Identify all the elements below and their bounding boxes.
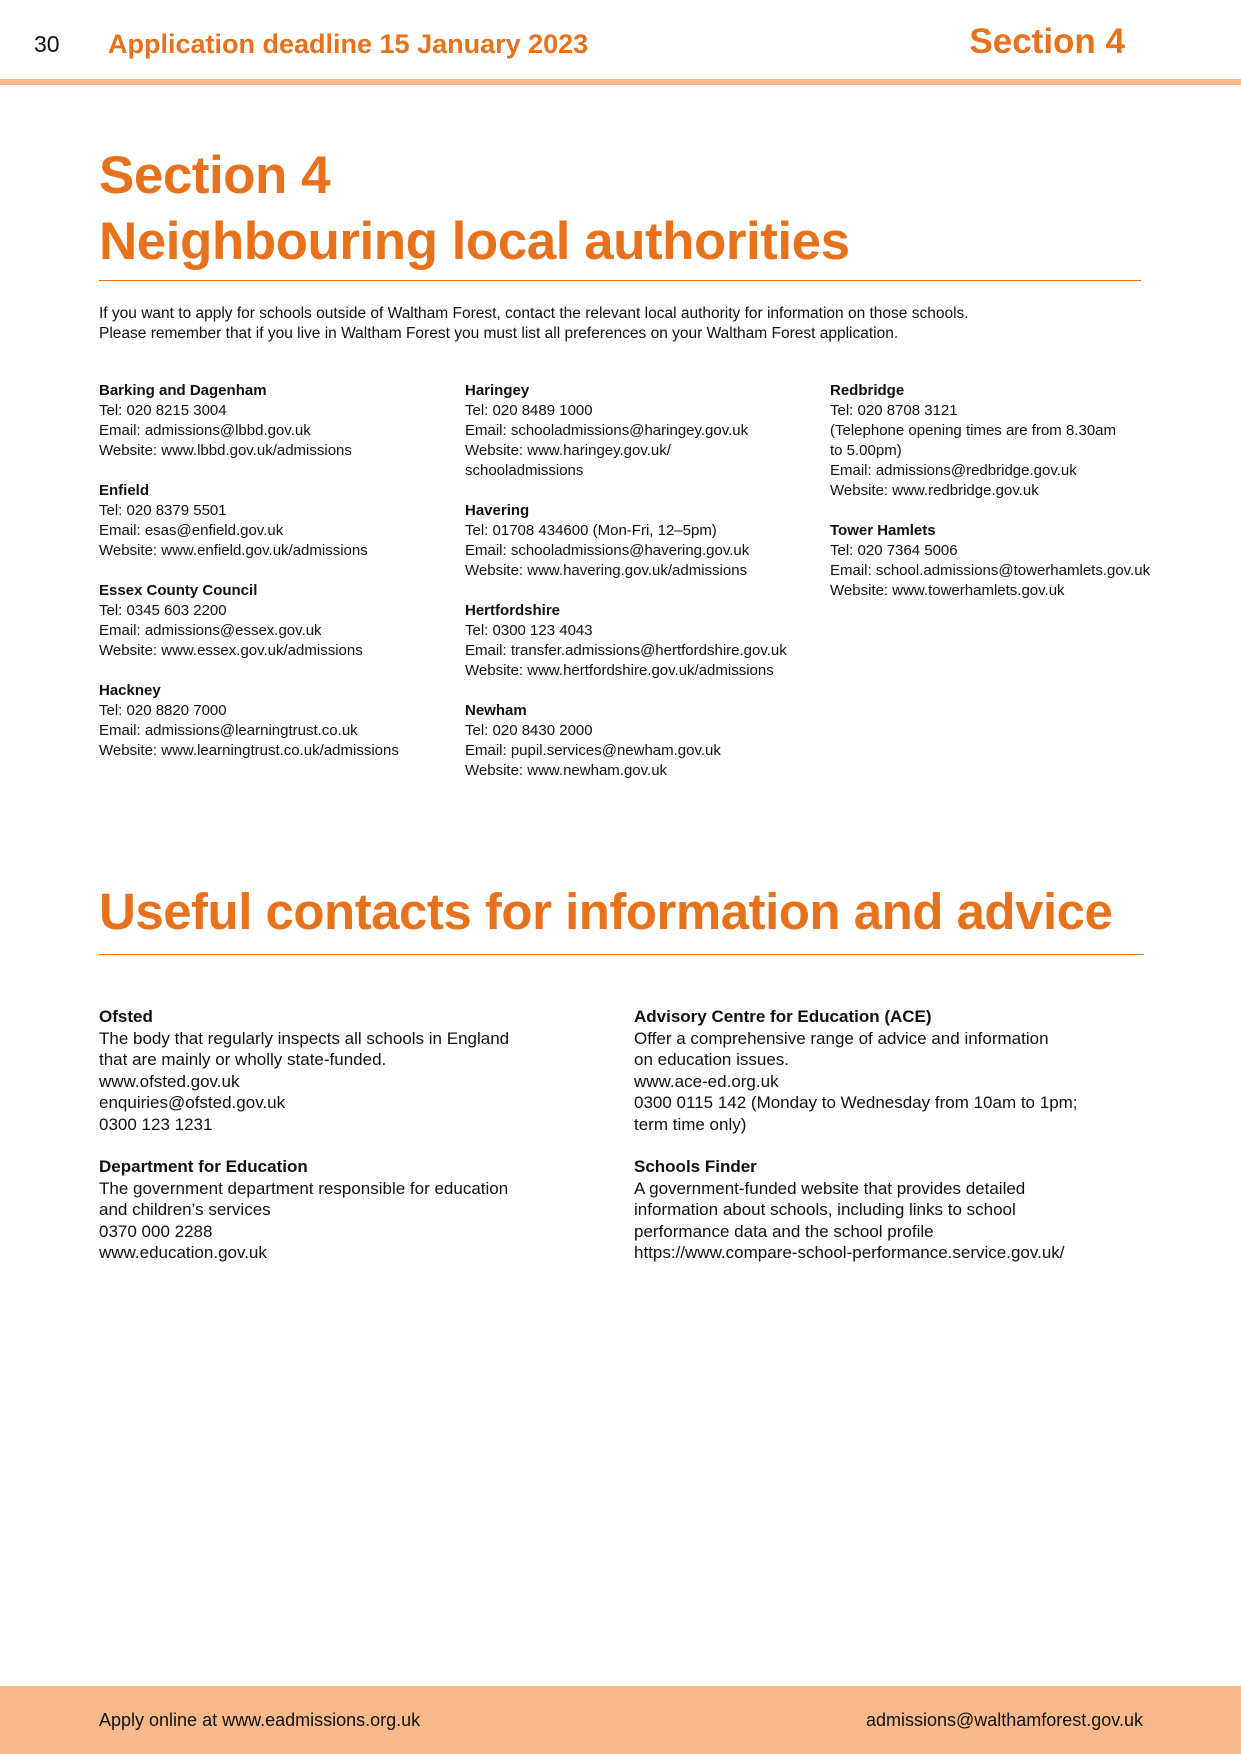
contact-name: Schools Finder (634, 1157, 757, 1176)
contact-detail: (Telephone opening times are from 8.30am (830, 422, 1116, 439)
contact-detail: Tel: 020 7364 5006 (830, 542, 958, 559)
authority-entry (465, 601, 787, 681)
footer-apply-online: Apply online at www.eadmissions.org.uk (99, 1710, 421, 1730)
title-line-2: Neighbouring local authorities (99, 212, 850, 271)
contact-detail: Email: admissions@essex.gov.uk (99, 622, 322, 639)
contact-detail: Website: www.enfield.gov.uk/admissions (99, 542, 368, 559)
contact-detail: 0300 0115 142 (Monday to Wednesday from 10am to 1pm; (634, 1093, 1078, 1112)
page-title (99, 143, 850, 275)
intro-line: Please remember that if you live in Waltham Forest you must list all preferences on your Waltham Forest application. (99, 325, 899, 342)
useful-contacts-heading: Useful contacts for information and advice (99, 883, 1113, 940)
contact-name: Ofsted (99, 1007, 153, 1026)
contact-detail: Tel: 020 8215 3004 (99, 402, 227, 419)
authority-entry (99, 581, 399, 661)
authority-name: Havering (465, 502, 530, 519)
contact-detail: and children’s services (99, 1200, 271, 1219)
authority-name: Hertfordshire (465, 602, 561, 619)
contact-detail: Tel: 01708 434600 (Mon-Fri, 12–5pm) (465, 522, 717, 539)
authority-name: Barking and Dagenham (99, 382, 267, 399)
contact-detail: to 5.00pm) (830, 442, 902, 459)
intro-text (99, 304, 1139, 344)
contact-detail: Website: www.towerhamlets.gov.uk (830, 582, 1065, 599)
contact-detail: enquiries@ofsted.gov.uk (99, 1093, 286, 1112)
page-number: 30 (34, 31, 60, 57)
contact-name: Department for Education (99, 1157, 308, 1176)
contact-detail: https://www.compare-school-performance.service.gov.uk/ (634, 1243, 1065, 1262)
title-divider (99, 280, 1141, 281)
contact-detail: Website: www.haringey.gov.uk/ (465, 442, 671, 459)
authorities-column-3 (830, 381, 1150, 621)
contact-detail: Website: www.hertfordshire.gov.uk/admissions (465, 662, 774, 679)
header-divider (0, 79, 1241, 85)
contact-detail: information about schools, including links to school (634, 1200, 1016, 1219)
contact-detail: Email: admissions@learningtrust.co.uk (99, 722, 358, 739)
contact-detail: Website: www.learningtrust.co.uk/admissions (99, 742, 399, 759)
useful-column-1 (99, 1006, 509, 1285)
contact-entry (634, 1006, 1078, 1135)
contact-detail: Email: school.admissions@towerhamlets.gov.uk (830, 562, 1151, 579)
contact-detail: that are mainly or wholly state-funded. (99, 1050, 387, 1069)
contact-detail: 0370 000 2288 (99, 1221, 213, 1241)
authority-entry (99, 381, 399, 461)
contact-detail: www.ace-ed.org.uk (634, 1071, 779, 1091)
deadline-text: Application deadline 15 January 2023 (108, 29, 589, 59)
authority-entry (99, 481, 399, 561)
contact-detail: Website: www.redbridge.gov.uk (830, 482, 1039, 499)
contact-detail: Tel: 020 8430 2000 (465, 722, 593, 739)
footer-email: admissions@walthamforest.gov.uk (865, 1710, 1143, 1730)
authority-name: Enfield (99, 482, 150, 499)
contact-detail: Email: esas@enfield.gov.uk (99, 522, 284, 539)
contact-detail: Email: schooladmissions@havering.gov.uk (465, 542, 750, 559)
contact-detail: Website: www.essex.gov.uk/admissions (99, 642, 363, 659)
page-header (0, 0, 1241, 80)
contact-detail: Tel: 020 8820 7000 (99, 702, 227, 719)
contact-detail: The body that regularly inspects all schools in England (99, 1028, 510, 1048)
authority-name: Tower Hamlets (830, 522, 936, 539)
contact-entry (634, 1156, 1078, 1264)
contact-detail: Email: admissions@lbbd.gov.uk (99, 422, 311, 439)
authority-entry (465, 381, 787, 481)
contact-detail: Tel: 0300 123 4043 (465, 622, 593, 639)
authority-name: Hackney (99, 682, 161, 699)
contact-detail: www.education.gov.uk (99, 1243, 267, 1262)
authority-name: Newham (465, 702, 527, 719)
contact-detail: The government department responsible for education (99, 1178, 509, 1198)
contact-entry (99, 1156, 509, 1264)
contact-detail: performance data and the school profile (634, 1221, 934, 1241)
contact-name: Advisory Centre for Education (ACE) (634, 1007, 932, 1026)
contact-detail: Tel: 0345 603 2200 (99, 602, 227, 619)
contact-detail: Email: schooladmissions@haringey.gov.uk (465, 422, 749, 439)
authority-entry (830, 521, 1150, 601)
authority-entry (830, 381, 1150, 501)
authorities-column-2 (465, 381, 787, 801)
useful-contacts-divider (99, 954, 1144, 955)
contact-detail: Tel: 020 8379 5501 (99, 502, 227, 519)
title-line-1: Section 4 (99, 146, 331, 205)
intro-line: If you want to apply for schools outside of Waltham Forest, contact the relevant local authority for information on those schools. (99, 305, 969, 322)
contact-detail: A government-funded website that provides detailed (634, 1178, 1026, 1198)
authority-name: Haringey (465, 382, 530, 399)
contact-detail: www.ofsted.gov.uk (99, 1071, 240, 1091)
contact-detail: Website: www.lbbd.gov.uk/admissions (99, 442, 352, 459)
section-tag: Section 4 (969, 22, 1125, 61)
authorities-column-1 (99, 381, 399, 781)
contact-detail: on education issues. (634, 1050, 789, 1069)
contact-detail: Website: www.newham.gov.uk (465, 762, 668, 779)
contact-detail: term time only) (634, 1114, 747, 1134)
page-footer (0, 1686, 1241, 1754)
contact-detail: 0300 123 1231 (99, 1114, 213, 1134)
authority-entry (99, 681, 399, 761)
contact-detail: Offer a comprehensive range of advice and information (634, 1028, 1049, 1048)
contact-detail: schooladmissions (465, 462, 584, 479)
authority-entry (465, 701, 787, 781)
authority-name: Redbridge (830, 382, 905, 399)
authority-entry (465, 501, 787, 581)
useful-column-2 (634, 1006, 1078, 1285)
contact-detail: Email: admissions@redbridge.gov.uk (830, 462, 1077, 479)
contact-detail: Email: pupil.services@newham.gov.uk (465, 742, 721, 759)
contact-detail: Website: www.havering.gov.uk/admissions (465, 562, 748, 579)
contact-detail: Tel: 020 8489 1000 (465, 402, 593, 419)
authority-name: Essex County Council (99, 582, 258, 599)
contact-detail: Email: transfer.admissions@hertfordshire.gov.uk (465, 642, 787, 659)
contact-entry (99, 1006, 509, 1135)
contact-detail: Tel: 020 8708 3121 (830, 402, 958, 419)
